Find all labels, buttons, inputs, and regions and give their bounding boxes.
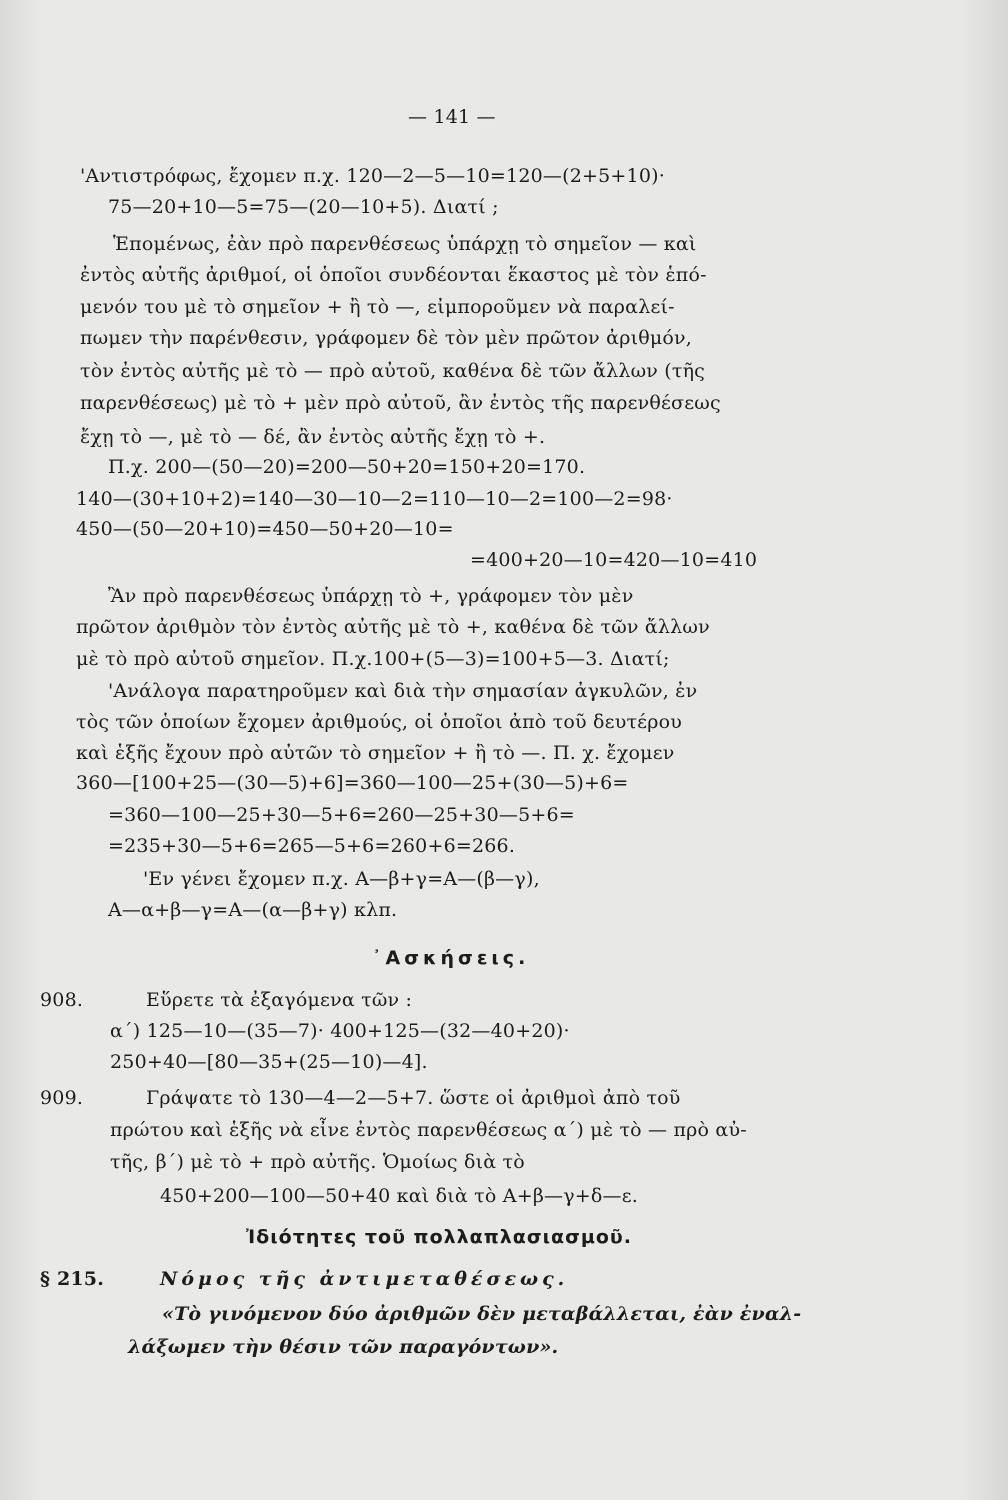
text-line: 'Ανάλογα παρατηροῦμεν καὶ διὰ τὴν σημασίαν ἀγκυλῶν, ἐν [108,680,698,702]
text-line: τῆς, β΄) μὲ τὸ + πρὸ αὐτῆς. Ὁμοίως διὰ τὸ [110,1151,525,1173]
exercises-heading: ᾿Ασκήσεις. [372,947,530,969]
text-line: Ἑπομένως, ἐὰν πρὸ παρενθέσεως ὑπάρχῃ τὸ σημεῖον — καὶ [113,233,697,255]
exercise-number: 909. [40,1087,84,1109]
page-number: — 141 — [408,106,496,128]
math-line: 140—(30+10+2)=140—30—10—2=110—10—2=100—2=98· [76,488,673,510]
text-line: πρώτου καὶ ἑξῆς νὰ εἶνε ἐντὸς παρενθέσεως α΄) μὲ τὸ — πρὸ αὐ- [110,1119,747,1141]
text-line: 'Αντιστρόφως, ἔχομεν π.χ. 120—2—5—10=120—(2+5+10)· [80,165,665,187]
text-line: ἐντὸς αὐτῆς ἀριθμοί, οἱ ὁποῖοι συνδέονται ἕκαστος μὲ τὸν ἑπό- [80,264,707,286]
math-line: =360—100—25+30—5+6=260—25+30—5+6= [108,804,575,826]
text-line: καὶ ἑξῆς ἔχουν πρὸ αὐτῶν τὸ σημεῖον + ἢ τὸ —. Π. χ. ἔχομεν [76,742,675,764]
math-line: 360—[100+25—(30—5)+6]=360—100—25+(30—5)+6= [76,772,629,794]
math-line: α΄) 125—10—(35—7)· 400+125—(32—40+20)· [110,1020,570,1042]
math-line: 450+200—100—50+40 καὶ διὰ τὸ Α+β—γ+δ—ε. [160,1185,638,1207]
text-line: παρενθέσεως) μὲ τὸ + μὲν πρὸ αὐτοῦ, ἂν ἐντὸς τῆς παρενθέσεως [80,392,721,414]
math-line: Π.χ. 200—(50—20)=200—50+20=150+20=170. [108,456,586,478]
text-line: Α—α+β—γ=Α—(α—β+γ) κλπ. [108,899,398,921]
text-line: τὸν ἐντὸς αὐτῆς μὲ τὸ — πρὸ αὐτοῦ, καθένα δὲ τῶν ἄλλων (τῆς [80,360,706,382]
math-line: 250+40—[80—35+(25—10)—4]. [110,1051,428,1073]
section-number: § 215. [40,1268,105,1290]
text-line: Ἂν πρὸ παρενθέσεως ὑπάρχῃ τὸ +, γράφομεν τὸν μὲν [108,585,634,607]
text-line: πρῶτον ἀριθμὸν τὸν ἐντὸς αὐτῆς μὲ τὸ +, καθένα δὲ τῶν ἄλλων [76,616,710,638]
section-title: Ἰδιότητες τοῦ πολλαπλασιασμοῦ. [246,1226,632,1248]
text-line: 'Εν γένει ἔχομεν π.χ. Α—β+γ=Α—(β—γ), [143,868,540,890]
math-line: =235+30—5+6=265—5+6=260+6=266. [108,835,516,857]
text-line: Γράψατε τὸ 130—4—2—5+7. ὥστε οἱ ἀριθμοὶ ἀπὸ τοῦ [146,1087,681,1109]
law-statement-line: «Τὸ γινόμενον δύο ἀριθμῶν δὲν μεταβάλλεται, ἐὰν ἐναλ- [162,1303,802,1325]
text-line: τὸς τῶν ὁποίων ἔχομεν ἀριθμούς, οἱ ὁποῖοι ἀπὸ τοῦ δευτέρου [76,711,682,733]
law-statement-line: λάξωμεν τὴν θέσιν τῶν παραγόντων». [128,1336,559,1358]
law-title: Νόμος τῆς ἀντιμεταθέσεως. [160,1268,569,1290]
exercise-number: 908. [40,989,84,1011]
text-line: μὲ τὸ πρὸ αὐτοῦ σημεῖον. Π.χ.100+(5—3)=100+5—3. Διατί; [76,648,670,670]
text-line: πωμεν τὴν παρένθεσιν, γράφομεν δὲ τὸν μὲν πρῶτον ἀριθμόν, [80,327,693,349]
text-line: Εὕρετε τὰ ἐξαγόμενα τῶν : [146,989,413,1011]
math-line: 450—(50—20+10)=450—50+20—10= [76,518,454,540]
text-line: 75—20+10—5=75—(20—10+5). Διατί ; [108,196,499,218]
text-line: μενόν του μὲ τὸ σημεῖον + ἢ τὸ —, εἰμποροῦμεν νὰ παραλεί- [80,296,675,318]
text-line: ἔχῃ τὸ —, μὲ τὸ — δέ, ἂν ἐντὸς αὐτῆς ἔχῃ τὸ +. [80,426,546,448]
math-line: =400+20—10=420—10=410 [470,549,758,571]
